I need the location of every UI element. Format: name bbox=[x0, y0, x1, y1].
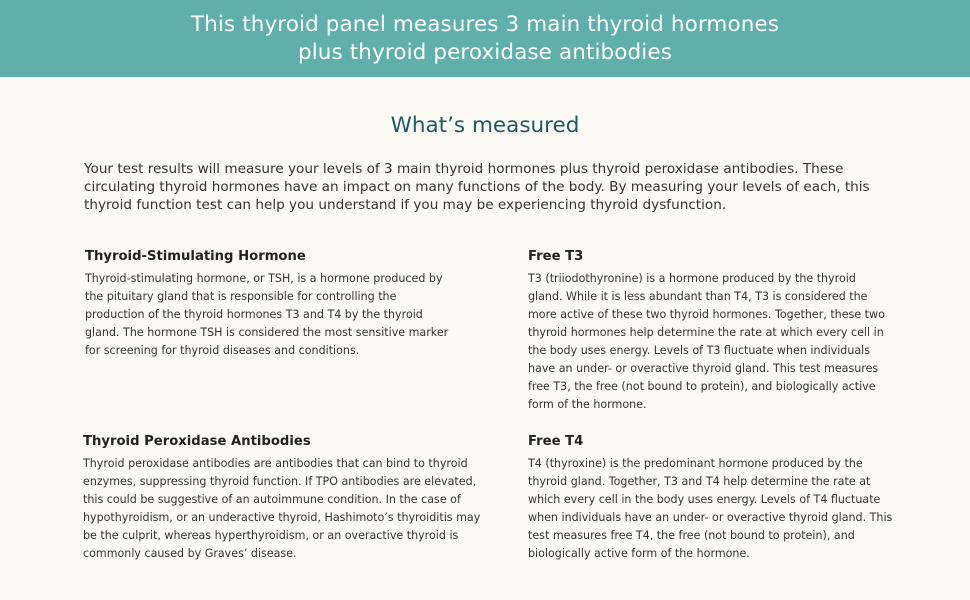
card-free-t3-body: T3 (triiodothyronine) is a hormone produced by the thyroid gland. While it is less abundant than T4, T3 is considered the more active of these two thyroid hormones. Together, these two thyroid hormones help determine the rate at which every cell in the body uses energy. Levels of T3 fluctuate when individuals have an under- or overactive thyroid gland. This test measures free T3, the free (not bound to protein), and biologically active form of the hormone. bbox=[528, 272, 885, 411]
card-tpo-antibodies-title: Thyroid Peroxidase Antibodies bbox=[83, 434, 311, 449]
card-tpo-antibodies bbox=[83, 434, 483, 563]
banner-line-1: This thyroid panel measures 3 main thyroid hormones bbox=[190, 12, 780, 37]
card-free-t4-body: T4 (thyroxine) is the predominant hormone produced by the thyroid gland. Together, T3 and T4 help determine the rate at which every cell in the body uses energy. Levels of T4 fluctuate when individuals have an under- or overactive thyroid gland. This test measures free T4, the free (not bound to protein), and biologically active form of the hormone. bbox=[528, 457, 893, 560]
header-banner bbox=[0, 0, 970, 77]
section-title: What’s measured bbox=[390, 113, 580, 138]
card-free-t4 bbox=[528, 434, 893, 563]
card-free-t3-title: Free T3 bbox=[528, 249, 584, 264]
banner-line-2: plus thyroid peroxidase antibodies bbox=[297, 40, 672, 65]
card-tpo-antibodies-body: Thyroid peroxidase antibodies are antibodies that can bind to thyroid enzymes, suppressing thyroid function. If TPO antibodies are elevated, this could be suggestive of an autoimmune condition. In the case of hypothyroidism, or an underactive thyroid, Hashimoto’s thyroiditis may be the culprit, whereas hyperthyroidism, or an overactive thyroid is commonly caused by Graves’ disease. bbox=[83, 457, 481, 560]
card-tsh bbox=[85, 249, 455, 360]
intro-paragraph: Your test results will measure your levels of 3 main thyroid hormones plus thyroid peroxidase antibodies. These circulating thyroid hormones have an impact on many functions of the body. By measuring your levels of each, this thyroid function test can help you understand if you may be experiencing thyroid dysfunction. bbox=[84, 161, 870, 213]
card-free-t3 bbox=[528, 249, 888, 414]
card-tsh-body: Thyroid-stimulating hormone, or TSH, is a hormone produced by the pituitary gland that is responsible for controlling the production of the thyroid hormones T3 and T4 by the thyroid gland. The hormone TSH is considered the most sensitive marker for screening for thyroid diseases and conditions. bbox=[85, 272, 449, 357]
card-tsh-title: Thyroid-Stimulating Hormone bbox=[85, 249, 306, 264]
card-free-t4-title: Free T4 bbox=[528, 434, 584, 449]
